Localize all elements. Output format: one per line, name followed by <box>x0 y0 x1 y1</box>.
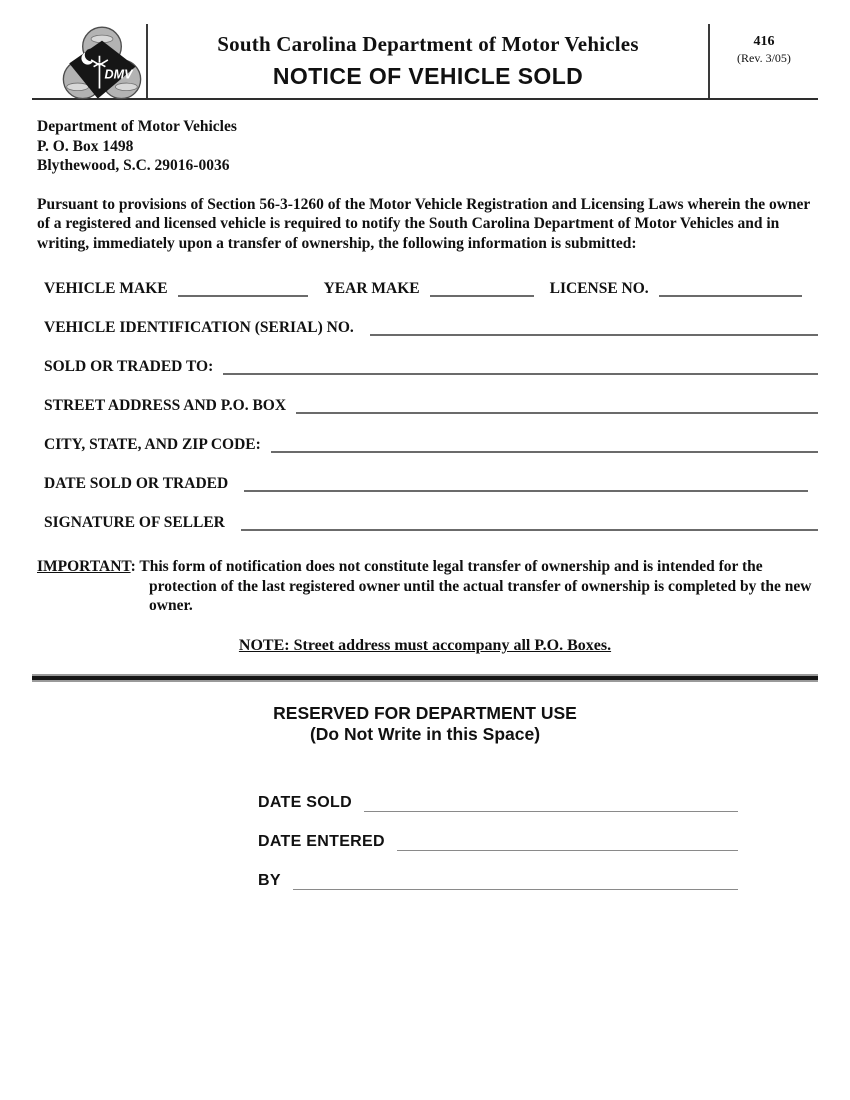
vin-label: VEHICLE IDENTIFICATION (SERIAL) NO. <box>44 318 354 336</box>
field-row-street <box>44 375 818 414</box>
important-separator: : <box>130 557 140 575</box>
department-use-subtitle: (Do Not Write in this Space) <box>309 724 541 745</box>
form-number-block <box>710 24 818 98</box>
header-divider <box>32 98 818 100</box>
form-header <box>32 24 818 98</box>
city-state-zip-label: CITY, STATE, AND ZIP CODE: <box>44 435 261 453</box>
department-use-fields <box>258 773 738 890</box>
important-text: This form of notification does not constitute legal transfer of ownership and is intended for the protection of the last registered owner until the actual transfer of ownership is completed by the new owner. <box>139 557 812 615</box>
form-fields <box>44 258 818 531</box>
form-title: NOTICE OF VEHICLE SOLD <box>272 63 584 89</box>
agency-name: South Carolina Department of Motor Vehicles <box>217 32 639 56</box>
dept-date-entered-input-line[interactable] <box>397 832 738 851</box>
po-box-note: NOTE: Street address must accompany all P.O. Boxes. <box>238 637 612 655</box>
intro-paragraph: Pursuant to provisions of Section 56-3-1260 of the Motor Vehicle Registration and Licensing Laws wherein the owner of a registered and licensed vehicle is required to notify the South Carolina Department of Motor Vehicles and in writing, immediately upon a transfer of ownership, the following information is submitted: <box>37 195 810 253</box>
dept-date-sold-label: DATE SOLD <box>258 794 352 812</box>
sold-to-label: SOLD OR TRADED TO: <box>44 357 214 375</box>
sold-to-input-line[interactable] <box>223 353 818 375</box>
city-state-zip-input-line[interactable] <box>271 431 818 453</box>
dept-by-input-line[interactable] <box>293 871 738 890</box>
address-line-3: Blythewood, S.C. 29016-0036 <box>37 157 230 174</box>
signature-input-line[interactable] <box>241 509 818 531</box>
field-row-signature <box>44 492 818 531</box>
license-no-label: LICENSE NO. <box>549 279 649 297</box>
field-row-date-sold <box>44 453 818 492</box>
vehicle-make-label: VEHICLE MAKE <box>44 279 168 297</box>
date-sold-traded-input-line[interactable] <box>244 470 808 492</box>
field-row-sold-to <box>44 336 818 375</box>
form-revision: (Rev. 3/05) <box>737 51 791 65</box>
field-row-city <box>44 414 818 453</box>
dept-date-entered-label: DATE ENTERED <box>258 833 385 851</box>
year-make-input-line[interactable] <box>430 275 534 297</box>
form-number: 416 <box>753 34 775 49</box>
vehicle-make-input-line[interactable] <box>178 275 308 297</box>
year-make-label: YEAR MAKE <box>323 279 420 297</box>
svg-text:DMV: DMV <box>104 67 133 82</box>
address-line-2: P. O. Box 1498 <box>37 137 134 155</box>
street-address-label: STREET ADDRESS AND P.O. BOX <box>44 396 287 414</box>
dept-by-label: BY <box>258 872 281 890</box>
dept-date-sold-input-line[interactable] <box>364 793 738 812</box>
important-label: IMPORTANT <box>37 557 131 575</box>
sc-dmv-logo-icon <box>60 22 144 108</box>
logo-cell <box>32 24 146 98</box>
vin-input-line[interactable] <box>370 314 818 336</box>
important-paragraph <box>37 557 818 616</box>
section-divider <box>32 674 818 682</box>
field-row-vin <box>44 297 818 336</box>
field-row-vehicle <box>44 258 818 297</box>
street-address-input-line[interactable] <box>296 392 818 414</box>
dmv-address-block <box>37 117 818 176</box>
date-sold-traded-label: DATE SOLD OR TRADED <box>44 474 229 492</box>
dept-row-date-sold <box>258 773 738 812</box>
dept-row-by <box>258 851 738 890</box>
address-line-1: Department of Motor Vehicles <box>37 118 237 135</box>
dept-row-date-entered <box>258 812 738 851</box>
license-no-input-line[interactable] <box>659 275 802 297</box>
signature-label: SIGNATURE OF SELLER <box>44 513 225 531</box>
header-title-block <box>146 24 710 98</box>
department-use-title: RESERVED FOR DEPARTMENT USE <box>273 703 577 724</box>
